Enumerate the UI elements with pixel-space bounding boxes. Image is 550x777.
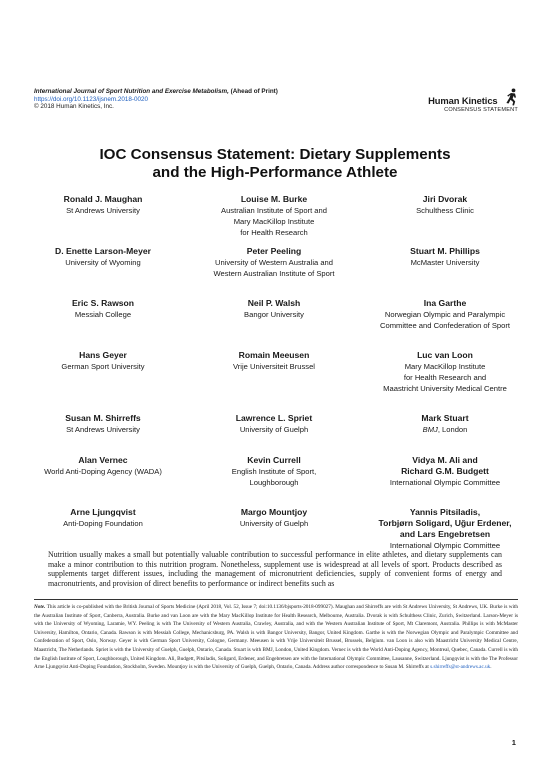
journal-title: International Journal of Sport Nutrition and Exercise Metabolism, [34,88,229,95]
page-header [34,88,518,120]
author-name: Lawrence L. Spriet [235,413,313,423]
author-affiliation: Bangor University [244,310,304,319]
author-entry [13,246,193,268]
author-entry [13,194,193,216]
note-label: Note. [34,604,46,610]
note-end: . [490,664,492,671]
author-entry [355,194,535,216]
author-name: Ronald J. Maughan [63,194,143,204]
author-list [0,194,550,577]
author-row [0,194,550,246]
author-note [34,603,518,672]
author-affiliation: Western Australian Institute of Sport [213,269,335,278]
author-name: Yannis Pitsiladis, [409,507,481,517]
author-name: Susan M. Shirreffs [65,413,141,423]
author-affiliation: University of Wyoming [65,258,141,267]
author-affiliation: University of Western Australia and [214,258,334,267]
author-name: Neil P. Walsh [247,298,301,308]
author-affiliation: Anti-Doping Foundation [63,519,143,528]
doi-link[interactable]: https://doi.org/10.1123/ijsnem.2018-0020 [34,95,149,103]
author-affiliation: Schulthess Clinic [416,206,474,215]
article-title [0,146,550,182]
author-entry [355,246,535,268]
author-entry [355,298,535,331]
author-name: Ina Garthe [423,298,467,308]
author-name: Torbjørn Soligard, Uğur Erdener, [378,518,512,528]
author-affiliation: International Olympic Committee [389,478,501,487]
author-name: Arne Ljungqvist [70,507,136,517]
author-affiliation: International Olympic Committee [389,541,501,550]
author-name: Richard G.M. Budgett [401,466,489,476]
author-affiliation: St Andrews University [66,425,140,434]
author-row [0,413,550,455]
author-entry [184,507,364,529]
author-name: Kevin Currell [247,455,301,465]
correspondence-email-link[interactable]: s.shirreffs@st-andrews.ac.uk [430,664,491,671]
author-affiliation: World Anti-Doping Agency (WADA) [44,467,162,476]
author-affiliation: University of Guelph [239,425,309,434]
author-affiliation: St Andrews University [66,206,140,215]
author-entry [13,455,193,477]
author-affiliation: for Health Research [240,228,308,237]
human-kinetics-logo-icon [504,88,518,106]
author-name: Jiri Dvorak [422,194,468,204]
author-row [0,350,550,413]
author-entry [184,194,364,238]
author-affiliation: Norwegian Olympic and Paralympic [384,310,506,319]
author-affiliation: Committee and Confederation of Sport [379,321,510,330]
author-affiliation: for Health Research and [403,373,487,382]
author-name: Stuart M. Phillips [410,246,480,256]
author-entry [13,350,193,372]
author-entry [13,413,193,435]
author-name: Luc van Loon [417,350,473,360]
author-affiliation: English Institute of Sport, [231,467,317,476]
page-number: 1 [511,738,516,747]
footnote-divider [34,599,518,600]
copyright: © 2018 Human Kinetics, Inc. [34,103,114,111]
author-entry [355,413,535,435]
article-type-label: CONSENSUS STATEMENT [444,107,518,113]
author-name: D. Enette Larson-Meyer [55,246,151,256]
author-name: Margo Mountjoy [240,507,308,517]
author-entry [355,350,535,394]
author-entry [184,298,364,320]
author-row [0,455,550,507]
author-affiliation: Vrije Universiteit Brussel [232,362,315,371]
title-line-1: IOC Consensus Statement: Dietary Supplements [99,146,451,163]
author-entry [355,507,535,551]
author-name: Louise M. Burke [240,194,308,204]
author-name: Vidya M. Ali and [412,455,478,465]
author-row [0,298,550,350]
author-affiliation: German Sport University [61,362,145,371]
author-entry [184,350,364,372]
author-entry [355,455,535,488]
author-affiliation: Mary MacKillop Institute [404,362,486,371]
author-affiliation: Australian Institute of Sport and [221,206,327,215]
publisher-name: Human Kinetics [428,95,498,106]
author-affiliation: Loughborough [249,478,299,487]
publisher-block [428,88,518,113]
ahead-of-print-label: (Ahead of Print) [230,88,278,95]
author-affiliation: Messiah College [74,310,132,319]
author-name: Eric S. Rawson [71,298,135,308]
author-affiliation: McMaster University [410,258,480,267]
author-affiliation: University of Guelph [239,519,309,528]
author-name: Mark Stuart [421,413,469,423]
author-affiliation: BMJ, London [422,425,468,434]
note-text: This article is co-published with the British Journal of Sports Medicine (April 2018, Vol. 52, Issue 7; doi:10.1136/bjsports-2018-099027). Maughan and Shirreffs are with St Andrews University, St Andrews, UK. Burke is with the Australian Institute of Sport, Canberra, Australia. Burke and van Loon are with the Mary MacKillop Institute for Health Research, Melbourne, Australia. Dvorak is with Schulthess Clinic, Zurich, Switzerland. Larson-Meyer is with the University of Wyoming, Laramie, WY. Peeling is with The University of Western Australia, Crawley, Australia, and with the Western Australian Institute of Sport, Mt Claremont, Australia. Phillips is with McMaster University, Hamilton, Ontario, Canada. Rawson is with Messiah College, Mechanicsburg, PA. Walsh is with Bangor University, Bangor, United Kingdom. Garthe is with the Norwegian Olympic and Paralympic Committee and Confederation of Sport, Oslo, Norway. Geyer is with German Sport University, Cologne, Germany. Meeusen is with Vrije Universiteit Brussel, Brussels, Belgium. van Loon is also with Maastricht University Medical Centre, Maastricht, The Netherlands. Spriet is with the University of Guelph, Guelph, Ontario, Canada. Stuart is with BMJ, London, United Kingdom. Vernec is with the World Anti-Doping Agency, Montreal, Quebec, Canada. Currell is with the English Institute of Sport, Loughborough, United Kingdom. Ali, Budgett, Pitsiladis, Soligard, Erdener, and Engebretsen are with the International Olympic Committee, Lausanne, Switzerland. Ljungqvist is with the The Professor Arne Ljungqvist Anti-Doping Foundation, Stockholm, Sweden. Mountjoy is with the University of Guelph, Guelph, Ontario, Canada. Address author correspondence to Susan M. Shirreffs at [34,604,519,671]
author-entry [184,413,364,435]
author-name: Peter Peeling [246,246,302,256]
author-name: and Lars Engebretsen [399,529,491,539]
author-entry [13,298,193,320]
author-name: Alan Vernec [78,455,128,465]
author-entry [184,246,364,279]
author-affiliation: Maastricht University Medical Centre [383,384,507,393]
author-name: Hans Geyer [79,350,127,360]
author-name: Romain Meeusen [238,350,310,360]
author-row [0,246,550,298]
title-line-2: and the High-Performance Athlete [152,164,398,182]
author-entry [184,455,364,488]
author-entry [13,507,193,529]
abstract: Nutrition usually makes a small but potentially valuable contribution to successful performance in elite athletes, and dietary supplements can make a minor contribution to this nutrition program. Nonetheless, supplement use is widespread at all levels of sport. Products described as supplements target different issues, including the management of micronutrient deficiencies, supply of convenient forms of energy and macronutrients, and provision of direct benefits to performance or indirect benefits such as [48,550,502,588]
author-affiliation: Mary MacKillop Institute [233,217,315,226]
